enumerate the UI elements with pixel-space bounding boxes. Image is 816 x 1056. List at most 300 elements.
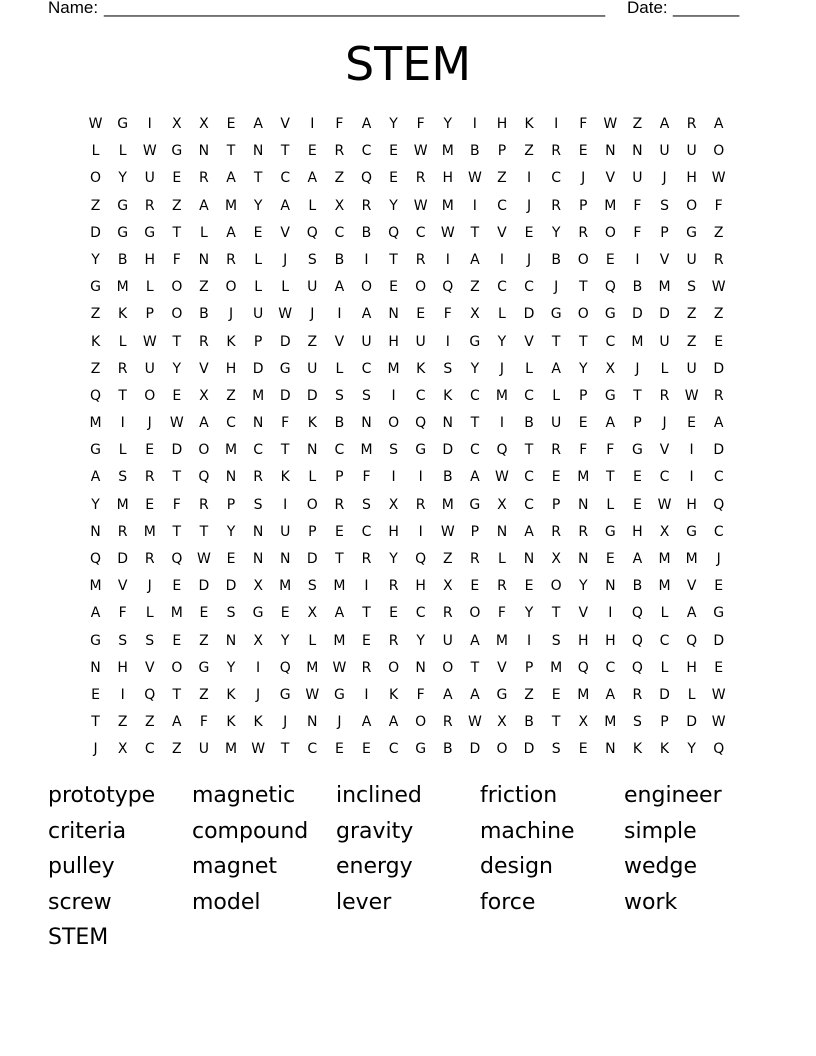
grid-letter: O [577,306,589,323]
grid-letter: P [497,143,507,160]
grid-letter: M [387,360,400,377]
grid-letter: E [226,551,236,567]
grid-letter: W [142,143,157,160]
grid-letter: G [279,686,291,703]
grid-letter: H [117,659,128,676]
grid-letter: E [416,306,426,323]
grid-letter: O [90,170,102,187]
grid-letter: T [389,251,398,268]
grid-letter: U [361,333,372,350]
word-list-item: compound [192,818,309,844]
grid-letter: E [714,578,724,595]
date-label: Date: [627,0,668,17]
grid-letter: G [550,306,562,323]
grid-letter: K [307,415,317,432]
grid-letter: F [633,224,642,241]
grid-letter: Q [388,224,400,241]
grid-letter: T [606,469,615,486]
grid-letter: N [279,551,291,567]
word-list-item: energy [336,854,413,880]
grid-letter: J [526,197,532,214]
grid-letter: G [90,442,101,459]
grid-letter: O [686,197,698,214]
grid-letter: K [226,686,236,703]
grid-letter: V [605,170,616,187]
grid-letter: R [334,143,345,160]
grid-letter: W [413,197,428,214]
grid-letter: S [687,279,697,296]
grid-letter: J [283,251,288,268]
grid-letter: U [198,741,210,758]
grid-letter: C [497,197,507,214]
grid-letter: R [144,551,155,567]
grid-letter: Y [91,496,100,513]
grid-letter: D [279,387,291,404]
grid-letter: X [307,605,318,622]
grid-letter: D [171,442,183,459]
grid-letter: A [659,116,670,132]
grid-letter: N [225,469,237,486]
grid-letter: O [225,279,237,296]
grid-letter: K [443,387,453,404]
word-list [48,778,768,956]
grid-letter: E [253,224,263,241]
grid-letter: P [579,197,588,214]
grid-letter: U [307,360,318,377]
grid-letter: C [524,279,534,296]
grid-letter: T [551,714,561,731]
grid-letter: K [388,686,399,703]
grid-letter: T [335,551,344,567]
word-list-item: friction [480,783,558,808]
word-list-item: magnetic [192,783,296,808]
grid-letter: Y [226,523,236,540]
grid-letter: G [333,686,345,703]
grid-letter: X [497,496,507,513]
grid-letter: R [361,197,372,214]
grid-letter: A [199,197,209,214]
grid-letter: R [199,170,209,187]
grid-letter: U [442,632,453,649]
grid-letter: G [604,387,616,404]
name-label: Name: [48,0,99,17]
grid-letter: R [713,251,724,268]
grid-letter: L [552,387,561,404]
grid-letter: K [659,741,670,758]
grid-letter: V [280,224,290,241]
grid-letter: R [388,632,399,649]
grid-letter: N [90,523,101,540]
grid-letter: U [144,360,155,377]
grid-letter: C [415,605,426,622]
grid-letter: B [334,251,345,268]
grid-letter: Q [713,496,725,513]
grid-letter: J [147,578,152,595]
grid-letter: W [169,415,184,432]
grid-letter: N [252,551,264,567]
grid-letter: R [199,496,209,513]
grid-letter: X [117,741,128,758]
grid-letter: A [226,170,236,187]
grid-letter: E [714,659,724,676]
grid-letter: A [470,469,480,486]
grid-letter: U [686,360,697,377]
grid-letter: F [579,442,588,459]
grid-letter: A [280,197,290,214]
grid-letter: F [281,415,290,432]
grid-letter: T [470,659,480,676]
grid-letter: T [280,442,290,459]
grid-letter: R [578,224,589,241]
grid-letter: Q [415,551,427,567]
grid-letter: D [523,306,535,323]
grid-letter: Y [524,605,534,622]
grid-letter: J [147,415,152,432]
grid-letter: J [93,741,98,758]
grid-letter: D [713,632,725,649]
grid-letter: O [388,415,400,432]
grid-letter: N [252,523,264,540]
grid-letter: M [441,197,454,214]
grid-letter: Y [551,224,561,241]
grid-letter: L [308,632,317,649]
grid-letter: E [172,387,182,404]
grid-letter: P [660,714,669,731]
grid-letter: P [253,333,263,350]
grid-letter: Y [443,116,453,132]
grid-letter: I [418,469,423,486]
grid-letter: Z [524,686,534,703]
grid-letter: E [334,523,344,540]
grid-letter: N [225,632,237,649]
grid-letter: W [467,714,482,731]
grid-letter: U [659,143,670,160]
grid-letter: V [659,442,670,459]
name-blank-line: _____________________________________________________ [104,0,606,17]
grid-letter: J [256,686,261,703]
grid-letter: W [711,279,726,296]
grid-letter: A [470,251,480,268]
grid-letter: Q [144,686,156,703]
grid-letter: S [362,387,371,404]
grid-letter: N [307,442,318,459]
grid-letter: L [335,360,344,377]
grid-letter: E [145,442,155,459]
grid-letter: U [686,143,697,160]
grid-letter: J [635,360,640,377]
grid-letter: D [632,306,643,323]
grid-letter: Y [253,197,263,214]
grid-letter: Y [578,360,588,377]
grid-letter: Y [497,333,507,350]
grid-letter: E [632,469,642,486]
grid-letter: H [144,251,155,268]
date-blank-line: _______ [673,0,740,17]
grid-letter: C [144,741,155,758]
grid-letter: P [551,496,561,513]
grid-letter: W [440,224,455,241]
grid-letter: A [307,170,318,187]
grid-letter: L [91,143,100,160]
grid-letter: L [145,605,154,622]
grid-letter: Z [334,170,345,187]
grid-letter: E [524,224,534,241]
grid-letter: R [551,197,561,214]
grid-letter: N [415,659,426,676]
grid-letter: D [225,578,237,595]
grid-letter: A [713,116,724,132]
grid-letter: F [497,605,506,622]
grid-letter: C [524,496,534,513]
grid-letter: Q [360,170,372,187]
grid-letter: C [469,442,480,459]
grid-letter: C [415,224,426,241]
grid-letter: S [226,605,236,622]
grid-letter: L [281,279,290,296]
grid-letter: L [308,469,317,486]
grid-letter: G [415,741,427,758]
grid-letter: S [307,251,317,268]
grid-letter: I [391,469,396,486]
grid-letter: E [551,469,561,486]
grid-letter: L [145,279,154,296]
grid-letter: M [333,578,346,595]
grid-letter: S [443,360,453,377]
grid-letter: R [199,333,209,350]
grid-letter: J [283,714,288,731]
grid-letter: T [118,387,127,404]
grid-letter: Q [686,632,698,649]
grid-letter: B [361,224,372,241]
grid-letter: E [714,333,724,350]
grid-letter: B [524,714,534,731]
grid-letter: C [605,659,616,676]
grid-letter: L [660,360,669,377]
grid-letter: Q [198,469,210,486]
grid-letter: O [496,741,508,758]
grid-letter: J [310,306,315,323]
grid-letter: C [469,387,480,404]
grid-letter: R [117,360,128,377]
header-line [48,0,748,21]
grid-letter: C [334,442,345,459]
grid-letter: C [659,632,670,649]
grid-letter: Y [172,360,182,377]
grid-letter: B [199,306,209,323]
grid-letter: F [172,251,181,268]
grid-letter: I [689,442,694,459]
grid-letter: M [224,197,238,214]
grid-letter: A [253,116,263,132]
grid-letter: A [199,415,209,432]
grid-letter: W [278,306,293,323]
grid-letter: Q [631,605,643,622]
grid-letter: R [442,605,453,622]
grid-letter: A [361,714,372,731]
grid-letter: S [118,632,128,649]
grid-letter: A [605,415,616,432]
grid-letter: Q [415,415,427,432]
grid-letter: Z [442,551,453,567]
grid-letter: W [142,333,157,350]
grid-letter: A [632,551,643,567]
grid-letter: H [632,523,643,540]
grid-letter: Z [632,116,643,132]
grid-letter: P [145,306,154,323]
grid-letter: G [279,360,291,377]
grid-letter: K [226,333,236,350]
grid-letter: G [469,496,481,513]
grid-letter: E [334,741,344,758]
grid-letter: L [660,605,669,622]
grid-letter: S [551,741,561,758]
grid-letter: Q [631,632,643,649]
grid-letter: P [524,659,534,676]
grid-letter: T [578,333,588,350]
grid-letter: G [686,523,698,540]
grid-letter: G [117,116,129,132]
grid-letter: R [469,551,480,567]
grid-letter: E [172,170,182,187]
grid-letter: M [252,387,265,404]
grid-letter: C [361,360,372,377]
grid-letter: N [388,306,399,323]
grid-letter: T [280,143,290,160]
grid-letter: U [551,415,562,432]
grid-letter: J [499,360,505,377]
word-list-item: pulley [48,854,115,880]
grid-letter: Z [686,306,697,323]
grid-letter: I [526,170,532,187]
grid-letter: N [605,741,616,758]
grid-letter: E [389,143,398,160]
grid-letter: M [441,496,454,513]
grid-letter: O [144,387,156,404]
grid-letter: U [307,279,318,296]
grid-letter: R [388,578,399,595]
grid-letter: Z [686,333,697,350]
grid-letter: G [604,523,616,540]
grid-letter: H [388,523,399,540]
grid-letter: A [470,686,480,703]
grid-letter: A [90,605,101,622]
grid-letter: T [226,143,236,160]
grid-letter: W [251,741,266,758]
grid-letter: I [608,605,613,622]
grid-letter: N [605,578,616,595]
grid-letter: R [415,170,426,187]
grid-letter: Y [389,197,398,214]
grid-letter: F [416,686,425,703]
grid-letter: L [498,551,506,567]
grid-letter: X [497,714,507,731]
grid-letter: Y [389,116,398,132]
grid-letter: K [280,469,290,486]
grid-letter: M [333,632,346,649]
grid-letter: W [684,387,699,404]
grid-letter: M [577,469,590,486]
grid-letter: I [554,116,559,132]
grid-letter: F [606,442,615,459]
grid-letter: U [252,306,264,323]
grid-letter: P [579,387,588,404]
grid-letter: H [686,496,697,513]
grid-letter: A [605,686,616,703]
grid-letter: X [388,496,399,513]
grid-letter: W [657,496,672,513]
grid-letter: N [252,415,264,432]
grid-letter: V [117,578,128,595]
grid-letter: O [469,605,481,622]
grid-letter: J [662,415,667,432]
grid-letter: E [605,551,615,567]
grid-letter: T [578,279,588,296]
grid-letter: E [687,415,697,432]
word-list-item: screw [48,889,112,915]
grid-letter: A [361,306,372,323]
grid-letter: N [605,143,616,160]
grid-letter: M [224,741,238,758]
grid-letter: S [307,578,317,595]
grid-letter: R [361,659,372,676]
grid-letter: R [632,686,643,703]
grid-letter: M [89,415,102,432]
grid-letter: I [445,333,450,350]
grid-letter: K [253,714,263,731]
grid-letter: N [577,551,589,567]
grid-letter: I [364,251,369,268]
grid-letter: M [279,578,292,595]
grid-letter: I [364,686,369,703]
grid-letter: O [415,714,427,731]
grid-letter: I [364,578,369,595]
grid-letter: R [117,523,128,540]
grid-letter: N [442,415,453,432]
grid-letter: D [198,578,210,595]
grid-letter: T [172,224,182,241]
grid-letter: Q [604,279,616,296]
grid-letter: D [659,306,670,323]
grid-letter: N [252,143,264,160]
grid-letter: S [660,197,669,214]
grid-letter: R [497,578,507,595]
grid-letter: C [524,469,534,486]
grid-letter: E [389,605,398,622]
word-list-item: engineer [624,783,722,808]
grid-letter: A [713,415,724,432]
grid-letter: X [578,714,589,731]
grid-letter: C [713,469,724,486]
grid-letter: O [550,578,562,595]
grid-letter: O [577,251,589,268]
grid-letter: H [415,578,426,595]
grid-letter: S [551,632,561,649]
grid-letter: D [713,360,725,377]
grid-letter: Z [117,714,128,731]
grid-letter: A [226,224,236,241]
grid-letter: M [604,197,617,214]
grid-letter: G [117,197,129,214]
grid-letter: Q [442,279,454,296]
grid-letter: Z [199,279,209,296]
grid-letter: I [147,116,152,132]
grid-letter: X [199,387,209,404]
grid-letter: M [360,442,373,459]
grid-letter: I [526,632,532,649]
grid-letter: G [631,442,643,459]
word-search-grid [82,111,732,764]
grid-letter: H [442,170,454,187]
